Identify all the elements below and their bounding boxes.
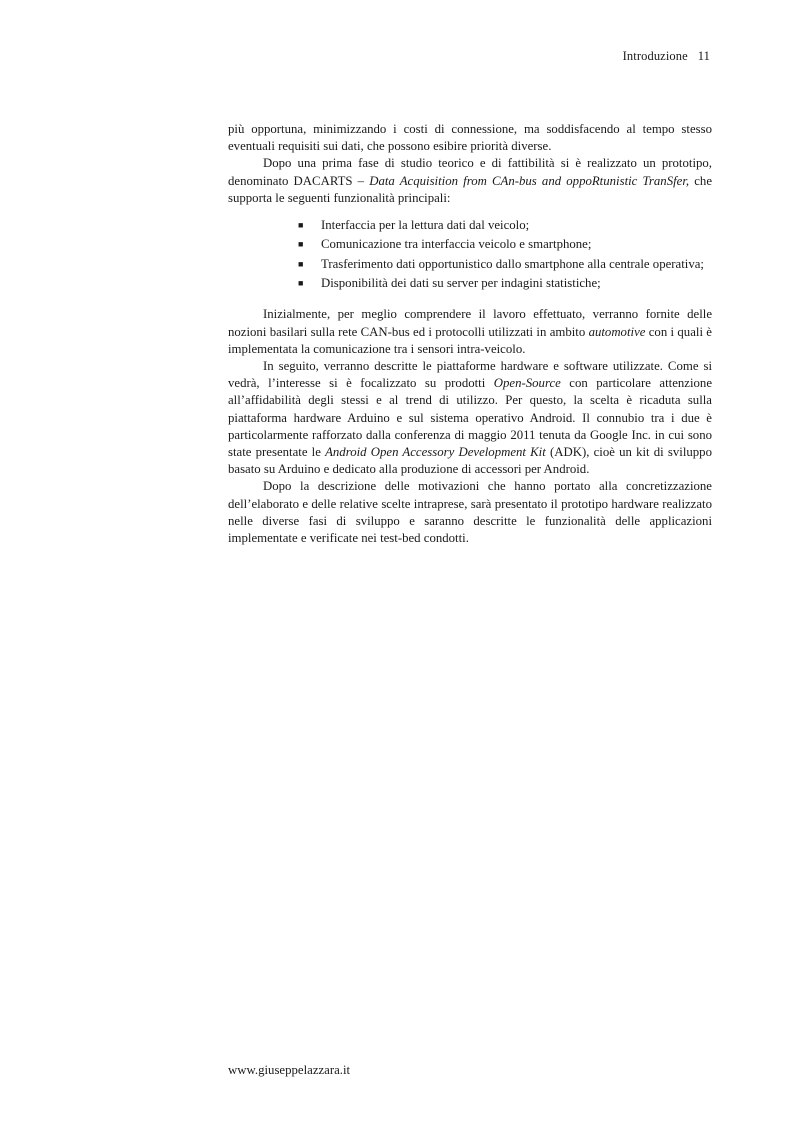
paragraph-4-text-a: In seguito, verranno descritte le piattaforme hardware e software utilizzate. Come si vedrà, l’interesse si è focalizzato su prodotti [228, 359, 712, 391]
paragraph-4-text-c: (ADK), cioè un kit di sviluppo basato su Arduino e dedicato alla produzione di accessori per Android. [228, 445, 712, 477]
header-section-title: Introduzione [622, 49, 688, 63]
paragraph-4 [228, 358, 712, 478]
list-item [296, 275, 712, 292]
list-item-text: Trasferimento dati opportunistico dallo smartphone alla centrale operativa; [321, 256, 704, 271]
feature-list [228, 217, 712, 292]
running-header [623, 49, 710, 64]
paragraph-3-text-a: Inizialmente, per meglio comprendere il lavoro effettuato, verranno fornite delle nozioni basilari sulla rete CAN-bus ed i protocolli utilizzati in ambito [228, 307, 712, 339]
list-item-text: Interfaccia per la lettura dati dal veicolo; [321, 218, 530, 233]
paragraph-5-text: Dopo la descrizione delle motivazioni che hanno portato alla concretizzazione dell’elaborato e delle relative scelte intraprese, sarà presentato il prototipo hardware realizzato nelle diverse fasi di sviluppo e saranno descritte le funzionalità delle applicazioni implementate e verificate nei test-bed condotti. [228, 479, 712, 546]
list-item-text: Disponibilità dei dati su server per indagini statistiche; [321, 276, 601, 291]
list-item [296, 256, 712, 273]
bullet-icon: ■ [298, 278, 304, 289]
paragraph-2 [228, 155, 712, 207]
paragraph-3 [228, 306, 712, 358]
list-item-text: Comunicazione tra interfaccia veicolo e smartphone; [321, 237, 592, 252]
paragraph-1-text: più opportuna, minimizzando i costi di connessione, ma soddisfacendo al tempo stesso eventuali requisiti sui dati, che possono esibire priorità diverse. [228, 122, 712, 154]
term-automotive: automotive [588, 324, 646, 339]
list-item [296, 236, 712, 253]
paragraph-5 [228, 478, 712, 547]
footer-website: www.giuseppelazzara.it [228, 1063, 351, 1077]
page-number: 11 [697, 49, 710, 63]
list-item [296, 217, 712, 234]
term-adk: Android Open Accessory Development Kit [325, 445, 546, 460]
bullet-icon: ■ [298, 239, 304, 250]
paragraph-4-text-b: con particolare attenzione all’affidabilità degli stessi e al trend di utilizzo. Per questo, la scelta è ricaduta sulla piattaforma hardware Arduino e sul sistema operativo Android. Il connubio tra i due è particolarmente rafforzato dalla conferenza di maggio 2011 tenuta da Google Inc. in cui sono state presentate le [228, 376, 712, 460]
paragraph-2-text-a: Dopo una prima fase di studio teorico e di fattibilità si è realizzato un prototipo, denominato DACARTS – [228, 156, 712, 188]
bullet-icon: ■ [298, 220, 304, 231]
paragraph-3-text-b: con i quali è implementata la comunicazione tra i sensori intra-veicolo. [228, 324, 712, 356]
term-open-source: Open-Source [493, 376, 561, 391]
bullet-icon: ■ [298, 258, 304, 269]
main-text [228, 121, 712, 547]
paragraph-1 [228, 121, 712, 155]
paragraph-2-text-b: che supporta le seguenti funzionalità principali: [228, 173, 712, 205]
project-name-expansion: Data Acquisition from CAn-bus and oppoRtunistic TranSfer, [369, 173, 690, 188]
